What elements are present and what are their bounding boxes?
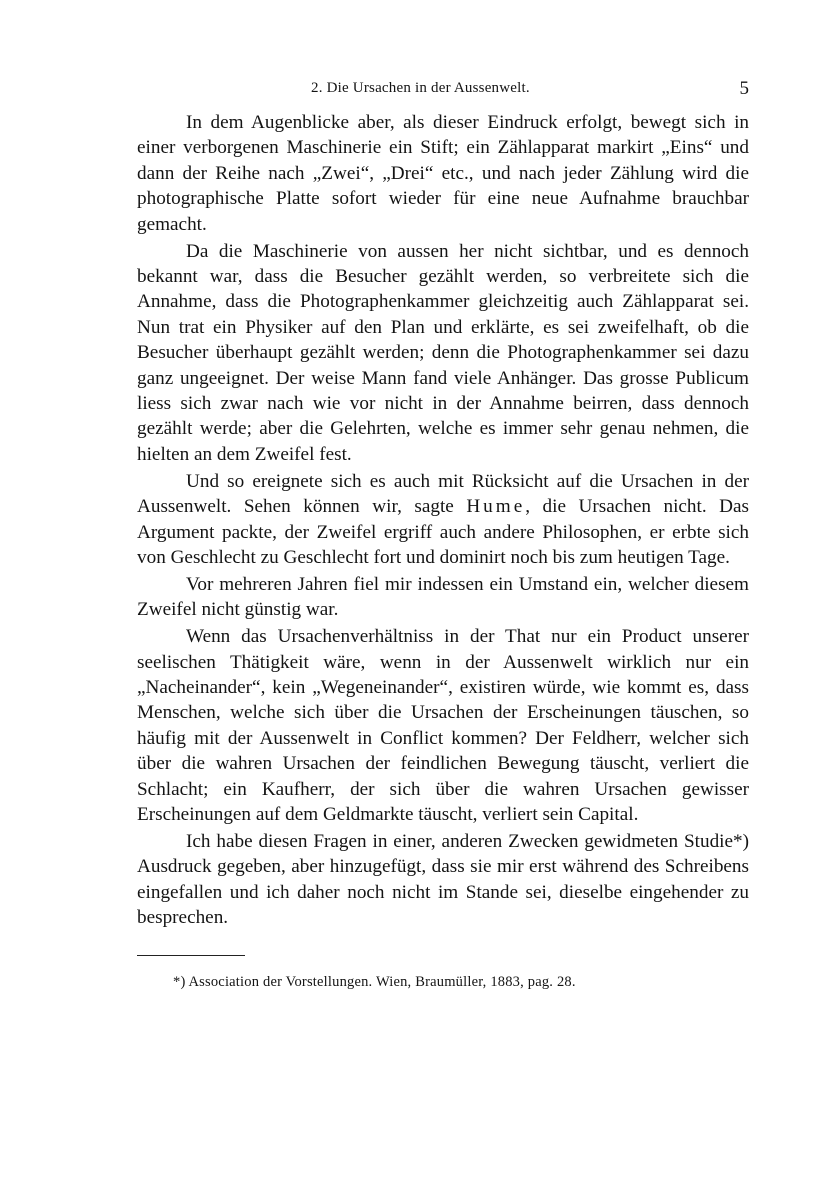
running-title: 2. Die Ursachen in der Aussenwelt. — [311, 80, 530, 96]
paragraph-5: Wenn das Ursachenverhältniss in der That nur ein Product unserer seelischen Thätigkeit wäre, wenn in der Aussenwelt wirklich nur ein „Nacheinander“, kein „Wegeneinander“, existiren würde, wie kommt es, dass Menschen, welche sich über die Ursachen der Erscheinungen täuschen, so häufig mit der Aussenwelt in Conflict kommen? Der Feldherr, welcher sich über die wahren Ursachen der feindlichen Bewegung täuscht, verliert die Schlacht; ein Kaufherr, der sich über die wahren Ursachen gewisser Erscheinungen auf dem Geldmarkte täuscht, verliert sein Capital. — [137, 626, 749, 825]
paragraph-3 — [137, 469, 749, 571]
paragraph-1: In dem Augenblicke aber, als dieser Eindruck erfolgt, bewegt sich in einer verborgenen Maschinerie ein Stift; ein Zählapparat markirt „Eins“ und dann der Reihe nach „Zwei“, „Drei“ etc., und nach jeder Zählung wird die photographische Platte sofort wieder für eine neue Aufnahme brauchbar gemacht. — [137, 112, 749, 235]
paragraph-3-text-after: , die Ursachen nicht. Das Argument packte, der Zweifel ergriff auch andere Philosophen, er erbte sich von Geschlecht zu Geschlecht fort und dominirt noch bis zum heutigen Tage. — [137, 496, 749, 568]
page-number: 5 — [739, 78, 749, 99]
footnote-separator — [137, 955, 245, 956]
footnote: *) Association der Vorstellungen. Wien, Braumüller, 1883, pag. 28. — [173, 973, 576, 990]
book-page — [137, 80, 749, 991]
author-name-hume: Hume — [466, 496, 526, 518]
page-header — [137, 80, 749, 110]
paragraph-3-text-before: Und so ereignete sich es auch mit Rücksicht auf die Ursachen in der Aussenwelt. Sehen können wir, sagte — [137, 470, 749, 518]
body-text — [137, 110, 749, 931]
paragraph-6: Ich habe diesen Fragen in einer, anderen Zwecken gewidmeten Studie*) Ausdruck gegeben, aber hinzugefügt, dass sie mir erst während des Schreibens eingefallen und ich daher noch nicht im Stande sei, dieselbe eingehender zu besprechen. — [137, 830, 749, 929]
paragraph-2: Da die Maschinerie von aussen her nicht sichtbar, und es dennoch bekannt war, dass die Besucher gezählt werden, so verbreitete sich die Annahme, dass die Photographenkammer gleichzeitig auch Zählapparat sei. Nun trat ein Physiker auf den Plan und erklärte, es sei zweifelhaft, ob die Besucher überhaupt gezählt werden; denn die Photographenkammer sei dazu ganz ungeeignet. Der weise Mann fand viele Anhänger. Das grosse Publicum liess sich zwar nach wie vor nicht in der Annahme beirren, dass dennoch gezählt werde; aber die Gelehrten, welche es immer sehr genau nehmen, die hielten an dem Zweifel fest. — [137, 240, 749, 465]
paragraph-4: Vor mehreren Jahren fiel mir indessen ein Umstand ein, welcher diesem Zweifel nicht günstig war. — [137, 573, 749, 621]
